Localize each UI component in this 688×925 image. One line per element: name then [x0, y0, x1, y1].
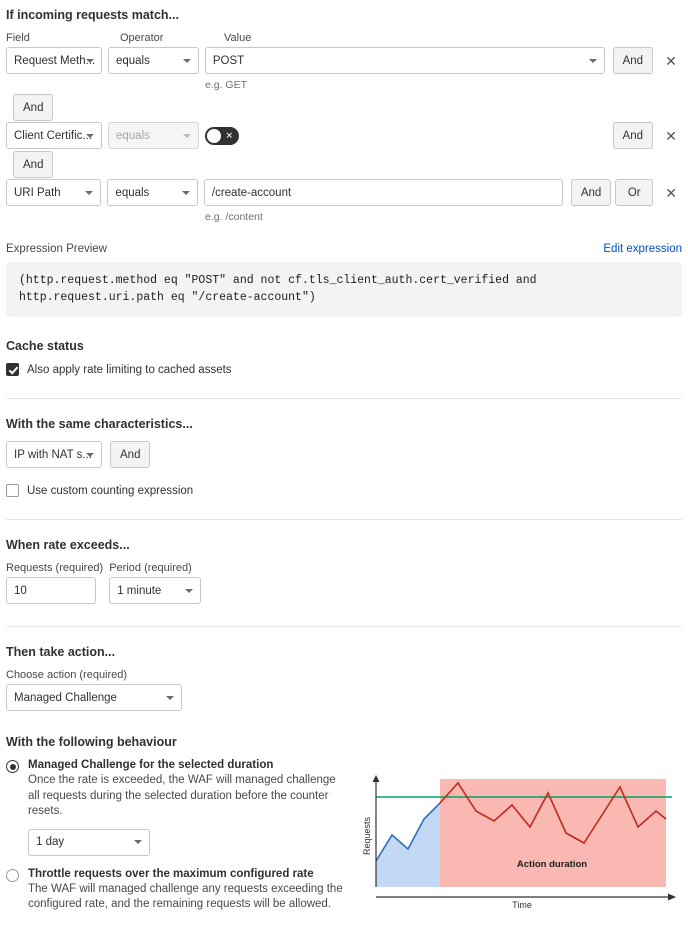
- behaviour-option-duration-desc: Once the rate is exceeded, the WAF will managed challenge all requests during the selected duration before the counter resets.: [28, 774, 336, 818]
- value-hint-1: e.g. GET: [205, 79, 248, 91]
- match-row-2: [6, 122, 682, 149]
- chevron-down-icon: [182, 191, 190, 195]
- chevron-down-icon: [185, 589, 193, 593]
- chevron-down-icon: [85, 191, 93, 195]
- behaviour-radio-throttle[interactable]: [6, 869, 19, 882]
- field-select-2[interactable]: [6, 122, 102, 149]
- close-icon: ✕: [225, 130, 233, 141]
- period-label: Period (required): [109, 562, 192, 575]
- divider-2: [6, 519, 682, 520]
- column-label-value: Value: [224, 32, 252, 44]
- divider-3: [6, 626, 682, 627]
- remove-condition-1-icon[interactable]: ✕: [665, 52, 677, 69]
- behaviour-option-throttle-title: Throttle requests over the maximum configured rate: [28, 867, 314, 880]
- rate-fields: [6, 562, 682, 604]
- operator-select-3[interactable]: [107, 179, 197, 206]
- behaviour-chart: [362, 775, 682, 925]
- behaviour-body: [6, 759, 682, 925]
- match-row-3: [6, 179, 682, 206]
- action-select[interactable]: [6, 684, 182, 711]
- toggle-knob: [207, 129, 221, 143]
- match-row-1-hints: [6, 76, 682, 91]
- field-select-3[interactable]: [6, 179, 101, 206]
- chevron-down-icon: [166, 696, 174, 700]
- column-label-operator: Operator: [120, 32, 164, 44]
- and-button-3[interactable]: And: [571, 179, 611, 206]
- and-button-1[interactable]: And: [613, 47, 653, 74]
- action-duration-region: [440, 779, 666, 887]
- expression-preview-text: (http.request.method eq "POST" and not cf.tls_client_auth.cert_verified and http.request.uri.path eq "/create-account"): [6, 262, 682, 317]
- connector-1: [6, 94, 682, 122]
- connector-and-button-2[interactable]: And: [13, 151, 53, 178]
- chevron-down-icon: [86, 453, 94, 457]
- custom-counting-checkbox[interactable]: [6, 484, 19, 497]
- cache-assets-checkbox[interactable]: [6, 363, 19, 376]
- behaviour-radio-duration[interactable]: [6, 760, 19, 773]
- behaviour-option-duration-title: Managed Challenge for the selected duration: [28, 759, 274, 772]
- requests-field-group: [6, 562, 103, 604]
- characteristics-title: With the same characteristics...: [6, 417, 193, 432]
- expression-preview-header: [6, 243, 682, 255]
- operator-select-1[interactable]: [108, 47, 199, 74]
- behaviour-option-throttle-desc: The WAF will managed challenge any requests exceeding the configured rate, and the remaining requests will be allowed.: [28, 882, 343, 911]
- field-select-1[interactable]: [6, 47, 102, 74]
- period-select-value: 1 minute: [117, 584, 162, 597]
- behaviour-option-throttle[interactable]: [6, 868, 356, 913]
- or-button-3[interactable]: Or: [615, 179, 653, 206]
- remove-condition-3-icon[interactable]: ✕: [665, 184, 677, 201]
- action-title: Then take action...: [6, 645, 116, 660]
- value-input-3[interactable]: [204, 179, 563, 206]
- match-row-1: [6, 47, 682, 74]
- y-axis-arrow: [373, 775, 380, 782]
- action-duration-annotation: Action duration: [516, 859, 588, 871]
- connector-and-button-1[interactable]: And: [13, 94, 53, 121]
- connector-2: [6, 151, 682, 179]
- chevron-down-icon: [86, 59, 94, 63]
- divider-1: [6, 398, 682, 399]
- cache-status-title: Cache status: [6, 339, 84, 354]
- characteristic-select[interactable]: [6, 441, 102, 468]
- cert-verified-toggle[interactable]: [205, 127, 239, 145]
- action-select-value: Managed Challenge: [14, 691, 117, 704]
- operator-select-3-value: equals: [115, 186, 150, 199]
- field-select-3-value: URI Path: [14, 186, 61, 199]
- period-field-group: [109, 562, 201, 604]
- match-section-title: If incoming requests match...: [6, 8, 179, 22]
- operator-select-1-value: equals: [115, 54, 150, 67]
- characteristics-and-button[interactable]: And: [110, 441, 150, 468]
- chevron-down-icon: [183, 59, 191, 63]
- cache-checkbox-row: [6, 363, 682, 376]
- period-select[interactable]: [109, 577, 201, 604]
- x-axis-arrow: [668, 894, 676, 901]
- expression-preview-label: Expression Preview: [6, 243, 107, 255]
- value-input-3-value: /create-account: [211, 186, 292, 199]
- chevron-down-icon: [589, 59, 597, 63]
- remove-condition-2-icon[interactable]: ✕: [665, 127, 677, 144]
- value-hint-3: e.g. /content: [205, 211, 263, 223]
- y-axis-label: Requests: [362, 817, 372, 856]
- chevron-down-icon: [134, 840, 142, 844]
- behaviour-option-duration[interactable]: [6, 759, 356, 856]
- action-field-group: [6, 669, 682, 711]
- x-axis-label: Time: [512, 900, 532, 911]
- match-column-labels: [6, 32, 682, 44]
- value-select-1-value: POST: [212, 54, 245, 67]
- rate-title: When rate exceeds...: [6, 538, 130, 553]
- behaviour-options: [6, 759, 356, 925]
- field-select-2-value: Client Certific...: [14, 129, 92, 142]
- characteristics-row: [6, 441, 682, 468]
- and-button-2[interactable]: And: [613, 122, 653, 149]
- cache-assets-label: Also apply rate limiting to cached assets: [27, 363, 232, 376]
- characteristic-select-value: IP with NAT s...: [14, 448, 92, 461]
- behaviour-title: With the following behaviour: [6, 735, 177, 750]
- choose-action-label: Choose action (required): [6, 669, 128, 682]
- duration-select[interactable]: [28, 829, 150, 856]
- custom-counting-label: Use custom counting expression: [27, 484, 194, 497]
- requests-input[interactable]: [6, 577, 96, 604]
- column-label-field: Field: [6, 32, 30, 44]
- duration-select-value: 1 day: [36, 836, 65, 849]
- value-select-1[interactable]: [205, 47, 605, 74]
- requests-label: Requests (required): [6, 562, 104, 575]
- custom-counting-row: [6, 484, 682, 497]
- requests-input-value: 10: [14, 584, 27, 597]
- match-row-3-hints: [6, 208, 682, 223]
- chevron-down-icon: [183, 134, 191, 138]
- chevron-down-icon: [86, 134, 94, 138]
- field-select-1-value: Request Meth...: [14, 54, 96, 67]
- operator-select-2-value: equals: [116, 129, 150, 142]
- operator-select-2: [108, 122, 199, 149]
- rate-limit-chart-svg: [362, 775, 682, 910]
- edit-expression-link[interactable]: Edit expression: [603, 243, 682, 255]
